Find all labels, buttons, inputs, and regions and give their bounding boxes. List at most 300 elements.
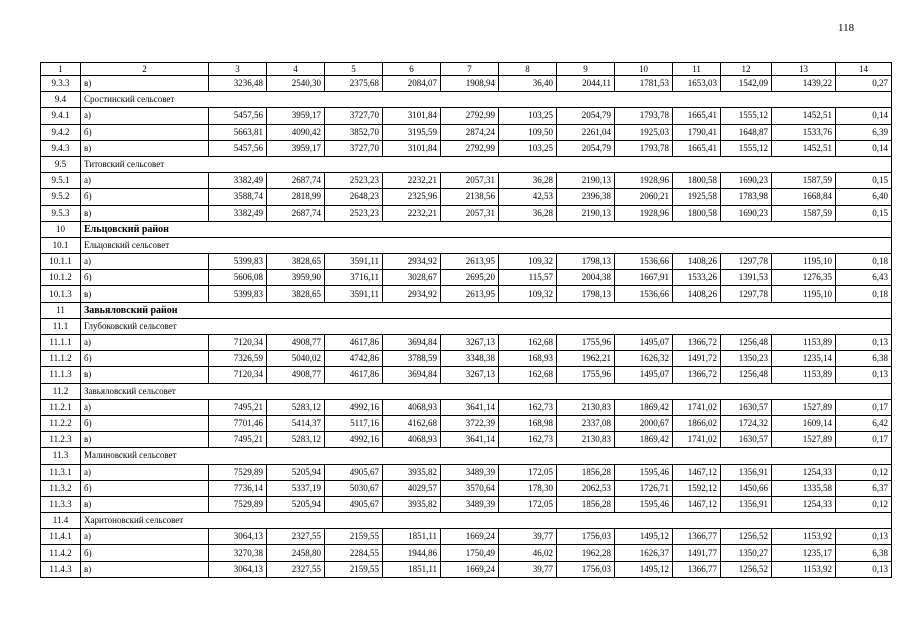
value-cell: 1495,07: [615, 335, 673, 351]
column-header: 8: [499, 63, 557, 76]
value-cell: 6,38: [836, 351, 892, 367]
column-header: 5: [325, 63, 383, 76]
row-label: а): [81, 399, 209, 415]
value-cell: 2057,31: [441, 205, 499, 221]
section-row: [41, 383, 892, 399]
value-cell: 1869,42: [615, 432, 673, 448]
value-cell: 1741,02: [673, 432, 721, 448]
value-cell: 1756,03: [557, 561, 615, 577]
section-name: Сростинский сельсовет: [81, 92, 892, 108]
table-row: [41, 561, 892, 577]
value-cell: 0,14: [836, 108, 892, 124]
value-cell: 1256,48: [721, 367, 772, 383]
value-cell: 1609,14: [772, 415, 836, 431]
value-cell: 2190,13: [557, 173, 615, 189]
value-cell: 1153,92: [772, 561, 836, 577]
value-cell: 2687,74: [267, 173, 325, 189]
value-cell: 7120,34: [209, 335, 267, 351]
value-cell: 0,17: [836, 399, 892, 415]
value-cell: 172,05: [499, 464, 557, 480]
value-cell: 162,73: [499, 432, 557, 448]
value-cell: 2792,99: [441, 140, 499, 156]
value-cell: 1495,12: [615, 561, 673, 577]
column-header: 7: [441, 63, 499, 76]
row-id: 9.5.3: [41, 205, 81, 221]
value-cell: 1533,76: [772, 124, 836, 140]
value-cell: 1626,37: [615, 545, 673, 561]
value-cell: 4908,77: [267, 367, 325, 383]
row-label: в): [81, 367, 209, 383]
value-cell: 109,32: [499, 254, 557, 270]
value-cell: 1626,32: [615, 351, 673, 367]
value-cell: 5399,83: [209, 254, 267, 270]
value-cell: 1755,96: [557, 367, 615, 383]
value-cell: 1668,84: [772, 189, 836, 205]
row-label: б): [81, 415, 209, 431]
value-cell: 0,13: [836, 335, 892, 351]
row-label: б): [81, 124, 209, 140]
value-cell: 39,77: [499, 529, 557, 545]
row-id: 11.1.3: [41, 367, 81, 383]
section-row: [41, 92, 892, 108]
section-row: [41, 302, 892, 318]
value-cell: 1750,49: [441, 545, 499, 561]
value-cell: 2613,95: [441, 254, 499, 270]
section-row: [41, 237, 892, 253]
value-cell: 3959,90: [267, 270, 325, 286]
value-cell: 1542,09: [721, 76, 772, 92]
value-cell: 7736,14: [209, 480, 267, 496]
value-cell: 2375,68: [325, 76, 383, 92]
row-label: в): [81, 140, 209, 156]
value-cell: 0,13: [836, 367, 892, 383]
value-cell: 1391,53: [721, 270, 772, 286]
value-cell: 1630,57: [721, 399, 772, 415]
value-cell: 2054,79: [557, 108, 615, 124]
value-cell: 1653,03: [673, 76, 721, 92]
value-cell: 1908,94: [441, 76, 499, 92]
value-cell: 3382,49: [209, 205, 267, 221]
row-label: в): [81, 561, 209, 577]
row-id: 11.1.2: [41, 351, 81, 367]
value-cell: 1335,58: [772, 480, 836, 496]
column-header: 10: [615, 63, 673, 76]
value-cell: 1928,96: [615, 205, 673, 221]
row-id: 10: [41, 221, 81, 237]
value-cell: 1276,35: [772, 270, 836, 286]
section-row: [41, 448, 892, 464]
value-cell: 2325,96: [383, 189, 441, 205]
value-cell: 4617,86: [325, 335, 383, 351]
value-cell: 1256,52: [721, 529, 772, 545]
value-cell: 3267,13: [441, 367, 499, 383]
row-id: 11.2.1: [41, 399, 81, 415]
value-cell: 1690,23: [721, 173, 772, 189]
value-cell: 103,25: [499, 140, 557, 156]
value-cell: 1669,24: [441, 561, 499, 577]
value-cell: 168,98: [499, 415, 557, 431]
value-cell: 1851,11: [383, 561, 441, 577]
value-cell: 7495,21: [209, 399, 267, 415]
value-cell: 1587,59: [772, 205, 836, 221]
row-id: 10.1.3: [41, 286, 81, 302]
value-cell: 1495,12: [615, 529, 673, 545]
row-id: 11.1: [41, 318, 81, 334]
value-cell: 1356,91: [721, 464, 772, 480]
row-label: а): [81, 108, 209, 124]
value-cell: 7495,21: [209, 432, 267, 448]
value-cell: 0,13: [836, 561, 892, 577]
value-cell: 1665,41: [673, 108, 721, 124]
value-cell: 2130,83: [557, 432, 615, 448]
value-cell: 1741,02: [673, 399, 721, 415]
value-cell: 3028,67: [383, 270, 441, 286]
row-id: 11.4: [41, 513, 81, 529]
value-cell: 0,18: [836, 286, 892, 302]
value-cell: 2934,92: [383, 286, 441, 302]
value-cell: 3101,84: [383, 108, 441, 124]
value-cell: 3716,11: [325, 270, 383, 286]
value-cell: 3570,64: [441, 480, 499, 496]
table-row: [41, 205, 892, 221]
value-cell: 2190,13: [557, 205, 615, 221]
value-cell: 1350,23: [721, 351, 772, 367]
value-cell: 3828,65: [267, 254, 325, 270]
value-cell: 4029,57: [383, 480, 441, 496]
row-id: 11.3: [41, 448, 81, 464]
value-cell: 3101,84: [383, 140, 441, 156]
value-cell: 3489,39: [441, 464, 499, 480]
row-id: 11: [41, 302, 81, 318]
value-cell: 109,32: [499, 286, 557, 302]
value-cell: 1297,78: [721, 286, 772, 302]
value-cell: 2396,38: [557, 189, 615, 205]
row-id: 11.4.3: [41, 561, 81, 577]
value-cell: 4068,93: [383, 399, 441, 415]
value-cell: 2054,79: [557, 140, 615, 156]
value-cell: 3348,38: [441, 351, 499, 367]
value-cell: 7529,89: [209, 496, 267, 512]
value-cell: 3694,84: [383, 335, 441, 351]
row-id: 9.5.1: [41, 173, 81, 189]
row-label: в): [81, 205, 209, 221]
value-cell: 3727,70: [325, 108, 383, 124]
value-cell: 2687,74: [267, 205, 325, 221]
value-cell: 0,17: [836, 432, 892, 448]
value-cell: 3852,70: [325, 124, 383, 140]
value-cell: 1491,72: [673, 351, 721, 367]
value-cell: 1595,46: [615, 496, 673, 512]
value-cell: 4905,67: [325, 496, 383, 512]
value-cell: 1783,98: [721, 189, 772, 205]
value-cell: 4162,68: [383, 415, 441, 431]
value-cell: 2232,21: [383, 173, 441, 189]
value-cell: 1256,48: [721, 335, 772, 351]
table-row: [41, 335, 892, 351]
value-cell: 36,40: [499, 76, 557, 92]
value-cell: 1856,28: [557, 464, 615, 480]
value-cell: 4090,42: [267, 124, 325, 140]
value-cell: 5040,02: [267, 351, 325, 367]
row-label: в): [81, 432, 209, 448]
value-cell: 3935,82: [383, 464, 441, 480]
value-cell: 1533,26: [673, 270, 721, 286]
value-cell: 5117,16: [325, 415, 383, 431]
value-cell: 1195,10: [772, 286, 836, 302]
value-cell: 3064,13: [209, 561, 267, 577]
value-cell: 1450,66: [721, 480, 772, 496]
table-row: [41, 529, 892, 545]
value-cell: 1153,92: [772, 529, 836, 545]
value-cell: 7326,59: [209, 351, 267, 367]
value-cell: 5283,12: [267, 399, 325, 415]
value-cell: 2044,11: [557, 76, 615, 92]
value-cell: 4742,86: [325, 351, 383, 367]
value-cell: 1235,17: [772, 545, 836, 561]
value-cell: 2057,31: [441, 173, 499, 189]
value-cell: 3236,48: [209, 76, 267, 92]
value-cell: 3722,39: [441, 415, 499, 431]
value-cell: 0,18: [836, 254, 892, 270]
value-cell: 1467,12: [673, 496, 721, 512]
value-cell: 2818,99: [267, 189, 325, 205]
value-cell: 1798,13: [557, 254, 615, 270]
row-label: а): [81, 335, 209, 351]
value-cell: 2062,53: [557, 480, 615, 496]
value-cell: 4992,16: [325, 399, 383, 415]
value-cell: 1756,03: [557, 529, 615, 545]
tariff-table: [40, 62, 892, 578]
value-cell: 2523,23: [325, 205, 383, 221]
row-id: 9.4.1: [41, 108, 81, 124]
value-cell: 3270,38: [209, 545, 267, 561]
table-row: [41, 399, 892, 415]
row-label: а): [81, 464, 209, 480]
value-cell: 2792,99: [441, 108, 499, 124]
row-id: 10.1.2: [41, 270, 81, 286]
value-cell: 2327,55: [267, 561, 325, 577]
value-cell: 3591,11: [325, 286, 383, 302]
value-cell: 1669,24: [441, 529, 499, 545]
row-id: 11.3.1: [41, 464, 81, 480]
value-cell: 2159,55: [325, 529, 383, 545]
value-cell: 4908,77: [267, 335, 325, 351]
row-id: 11.3.3: [41, 496, 81, 512]
row-label: а): [81, 254, 209, 270]
row-id: 11.4.1: [41, 529, 81, 545]
value-cell: 1800,58: [673, 173, 721, 189]
section-name: Завьяловский сельсовет: [81, 383, 892, 399]
value-cell: 5457,56: [209, 140, 267, 156]
value-cell: 1630,57: [721, 432, 772, 448]
row-label: б): [81, 351, 209, 367]
table-row: [41, 124, 892, 140]
section-name: Завьяловский район: [81, 302, 892, 318]
row-label: в): [81, 286, 209, 302]
value-cell: 1491,77: [673, 545, 721, 561]
value-cell: 3195,59: [383, 124, 441, 140]
value-cell: 2458,80: [267, 545, 325, 561]
value-cell: 1356,91: [721, 496, 772, 512]
value-cell: 36,28: [499, 205, 557, 221]
value-cell: 1235,14: [772, 351, 836, 367]
column-header: 6: [383, 63, 441, 76]
value-cell: 1928,96: [615, 173, 673, 189]
value-cell: 1527,89: [772, 399, 836, 415]
value-cell: 1798,13: [557, 286, 615, 302]
value-cell: 5399,83: [209, 286, 267, 302]
value-cell: 2523,23: [325, 173, 383, 189]
value-cell: 1800,58: [673, 205, 721, 221]
value-cell: 3828,65: [267, 286, 325, 302]
value-cell: 1667,91: [615, 270, 673, 286]
value-cell: 2874,24: [441, 124, 499, 140]
table-row: [41, 270, 892, 286]
table-row: [41, 254, 892, 270]
value-cell: 0,27: [836, 76, 892, 92]
value-cell: 1536,66: [615, 286, 673, 302]
table-row: [41, 415, 892, 431]
value-cell: 1665,41: [673, 140, 721, 156]
value-cell: 1297,78: [721, 254, 772, 270]
value-cell: 3489,39: [441, 496, 499, 512]
section-row: [41, 156, 892, 172]
value-cell: 0,12: [836, 464, 892, 480]
value-cell: 1408,26: [673, 286, 721, 302]
value-cell: 4068,93: [383, 432, 441, 448]
row-id: 11.2.3: [41, 432, 81, 448]
value-cell: 2060,21: [615, 189, 673, 205]
value-cell: 0,12: [836, 496, 892, 512]
row-id: 9.4.3: [41, 140, 81, 156]
table-row: [41, 432, 892, 448]
value-cell: 1254,33: [772, 496, 836, 512]
section-name: Малиновский сельсовет: [81, 448, 892, 464]
value-cell: 5337,19: [267, 480, 325, 496]
value-cell: 3959,17: [267, 108, 325, 124]
value-cell: 2934,92: [383, 254, 441, 270]
value-cell: 6,43: [836, 270, 892, 286]
value-cell: 1439,22: [772, 76, 836, 92]
row-id: 11.4.2: [41, 545, 81, 561]
row-label: б): [81, 545, 209, 561]
value-cell: 3064,13: [209, 529, 267, 545]
row-label: а): [81, 173, 209, 189]
value-cell: 1595,46: [615, 464, 673, 480]
row-id: 9.3.3: [41, 76, 81, 92]
value-cell: 3588,74: [209, 189, 267, 205]
value-cell: 3591,11: [325, 254, 383, 270]
column-header: 13: [772, 63, 836, 76]
value-cell: 178,30: [499, 480, 557, 496]
value-cell: 2159,55: [325, 561, 383, 577]
value-cell: 2261,04: [557, 124, 615, 140]
value-cell: 3694,84: [383, 367, 441, 383]
value-cell: 1962,21: [557, 351, 615, 367]
value-cell: 39,77: [499, 561, 557, 577]
value-cell: 1790,41: [673, 124, 721, 140]
value-cell: 1350,27: [721, 545, 772, 561]
value-cell: 7529,89: [209, 464, 267, 480]
section-row: [41, 513, 892, 529]
row-id: 10.1: [41, 237, 81, 253]
value-cell: 2138,56: [441, 189, 499, 205]
value-cell: 1467,12: [673, 464, 721, 480]
value-cell: 42,53: [499, 189, 557, 205]
value-cell: 6,40: [836, 189, 892, 205]
row-id: 9.5.2: [41, 189, 81, 205]
section-name: Ельцовский район: [81, 221, 892, 237]
value-cell: 2540,30: [267, 76, 325, 92]
value-cell: 3641,14: [441, 432, 499, 448]
value-cell: 5414,37: [267, 415, 325, 431]
value-cell: 5030,67: [325, 480, 383, 496]
value-cell: 1690,23: [721, 205, 772, 221]
column-header: 9: [557, 63, 615, 76]
row-label: б): [81, 270, 209, 286]
section-row: [41, 221, 892, 237]
value-cell: 1851,11: [383, 529, 441, 545]
value-cell: 1781,53: [615, 76, 673, 92]
value-cell: 2084,07: [383, 76, 441, 92]
row-label: в): [81, 76, 209, 92]
row-id: 11.2.2: [41, 415, 81, 431]
value-cell: 6,38: [836, 545, 892, 561]
row-id: 9.4.2: [41, 124, 81, 140]
value-cell: 6,37: [836, 480, 892, 496]
value-cell: 1366,72: [673, 335, 721, 351]
value-cell: 4905,67: [325, 464, 383, 480]
table-row: [41, 76, 892, 92]
table-row: [41, 189, 892, 205]
row-label: в): [81, 496, 209, 512]
header-row: [41, 63, 892, 76]
row-id: 11.1.1: [41, 335, 81, 351]
value-cell: 3727,70: [325, 140, 383, 156]
value-cell: 5283,12: [267, 432, 325, 448]
value-cell: 2130,83: [557, 399, 615, 415]
value-cell: 7701,46: [209, 415, 267, 431]
value-cell: 1153,89: [772, 367, 836, 383]
value-cell: 5663,81: [209, 124, 267, 140]
table-row: [41, 173, 892, 189]
value-cell: 3382,49: [209, 173, 267, 189]
row-id: 9.5: [41, 156, 81, 172]
value-cell: 3267,13: [441, 335, 499, 351]
value-cell: 1944,86: [383, 545, 441, 561]
value-cell: 1555,12: [721, 108, 772, 124]
column-header: 14: [836, 63, 892, 76]
value-cell: 2337,08: [557, 415, 615, 431]
value-cell: 6,42: [836, 415, 892, 431]
value-cell: 162,68: [499, 335, 557, 351]
table-row: [41, 480, 892, 496]
value-cell: 1869,42: [615, 399, 673, 415]
table-row: [41, 464, 892, 480]
value-cell: 1962,28: [557, 545, 615, 561]
value-cell: 1866,02: [673, 415, 721, 431]
table-row: [41, 286, 892, 302]
section-name: Глубоковский сельсовет: [81, 318, 892, 334]
value-cell: 4617,86: [325, 367, 383, 383]
column-header: 2: [81, 63, 209, 76]
column-header: 11: [673, 63, 721, 76]
value-cell: 1793,78: [615, 108, 673, 124]
table-row: [41, 351, 892, 367]
column-header: 3: [209, 63, 267, 76]
value-cell: 7120,34: [209, 367, 267, 383]
row-label: а): [81, 529, 209, 545]
